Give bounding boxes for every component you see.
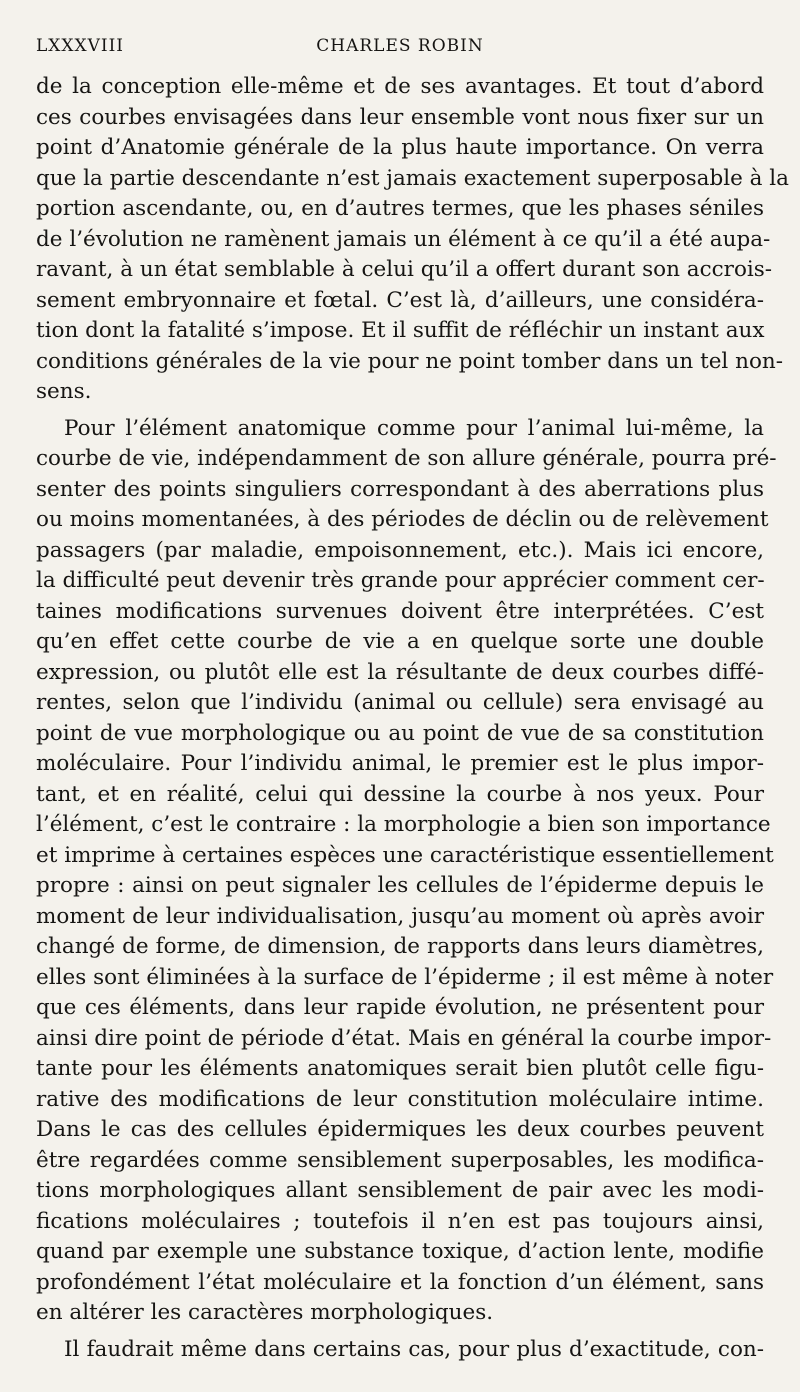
text-line: point d’Anatomie générale de la plus haute importance. On verra bbox=[36, 135, 764, 160]
text-line: taines modifications survenues doivent être interprétées. C’est bbox=[36, 598, 764, 624]
text-line: elles sont éliminées à la surface de l’épiderme ; il est même à noter bbox=[36, 964, 774, 990]
text-line: Pour l’élément anatomique comme pour l’animal lui-même, la bbox=[64, 415, 764, 441]
text-line: tant, et en réalité, celui qui dessine la courbe à nos yeux. Pour bbox=[36, 781, 764, 807]
text-line: tante pour les éléments anatomiques serait bien plutôt celle figu- bbox=[36, 1056, 764, 1081]
paragraph bbox=[36, 1335, 764, 1366]
body-text bbox=[36, 72, 789, 1365]
text-line: propre : ainsi on peut signaler les cellules de l’épiderme depuis le bbox=[36, 873, 764, 898]
text-line: sens. bbox=[36, 379, 92, 404]
text-line: que la partie descendante n’est jamais exactement superposable à la bbox=[36, 165, 789, 191]
text-line: sement embryonnaire et fœtal. C’est là, d’ailleurs, une considéra- bbox=[36, 287, 764, 313]
text-line: quand par exemple une substance toxique, d’action lente, modifie bbox=[36, 1239, 764, 1264]
paragraph bbox=[36, 72, 789, 408]
page-number: LXXXVIII bbox=[36, 36, 125, 56]
text-line: changé de forme, de dimension, de rapports dans leurs diamètres, bbox=[36, 934, 764, 959]
text-line: Il faudrait même dans certains cas, pour plus d’exactitude, con- bbox=[64, 1336, 764, 1362]
text-line: Dans le cas des cellules épidermiques les deux courbes peuvent bbox=[36, 1117, 764, 1142]
text-line: de la conception elle-même et de ses avantages. Et tout d’abord bbox=[36, 74, 764, 99]
text-line: portion ascendante, ou, en d’autres termes, que les phases séniles bbox=[36, 196, 764, 221]
running-title: CHARLES ROBIN bbox=[316, 36, 484, 56]
text-line: que ces éléments, dans leur rapide évolution, ne présentent pour bbox=[36, 995, 764, 1020]
text-line: l’élément, c’est le contraire : la morphologie a bien son importance bbox=[36, 812, 771, 837]
text-line: senter des points singuliers correspondant à des aberrations plus bbox=[36, 476, 764, 502]
text-line: expression, ou plutôt elle est la résultante de deux courbes diffé- bbox=[36, 659, 764, 685]
text-line: passagers (par maladie, empoisonnement, etc.). Mais ici encore, bbox=[36, 537, 764, 563]
text-line: ainsi dire point de période d’état. Mais en général la courbe impor- bbox=[36, 1025, 772, 1051]
text-line: moment de leur individualisation, jusqu’au moment où après avoir bbox=[36, 903, 764, 929]
text-line: ravant, à un état semblable à celui qu’il a offert durant son accrois- bbox=[36, 257, 773, 282]
text-line: qu’en effet cette courbe de vie a en quelque sorte une double bbox=[36, 629, 764, 654]
text-line: fications moléculaires ; toutefois il n’en est pas toujours ainsi, bbox=[36, 1208, 764, 1234]
text-line: ou moins momentanées, à des périodes de déclin ou de relèvement bbox=[36, 507, 769, 532]
text-line: tions morphologiques allant sensiblement de pair avec les modi- bbox=[36, 1178, 764, 1203]
text-line: moléculaire. Pour l’individu animal, le premier est le plus impor- bbox=[36, 751, 764, 776]
text-line: être regardées comme sensiblement superposables, les modifica- bbox=[36, 1147, 764, 1173]
text-line: rentes, selon que l’individu (animal ou cellule) sera envisagé au bbox=[36, 690, 764, 715]
text-line: en altérer les caractères morphologiques. bbox=[36, 1300, 494, 1325]
text-line: point de vue morphologique ou au point de vue de sa constitution bbox=[36, 720, 764, 746]
text-line: rative des modifications de leur constitution moléculaire intime. bbox=[36, 1086, 764, 1112]
text-line: de l’évolution ne ramènent jamais un élément à ce qu’il a été aupa- bbox=[36, 226, 771, 252]
text-line: conditions générales de la vie pour ne point tomber dans un tel non- bbox=[36, 348, 784, 374]
text-line: ces courbes envisagées dans leur ensemble vont nous fixer sur un bbox=[36, 104, 764, 130]
text-line: et imprime à certaines espèces une caractéristique essentiellement bbox=[36, 842, 774, 868]
text-line: tion dont la fatalité s’impose. Et il suffit de réfléchir un instant aux bbox=[36, 318, 765, 343]
text-line: profondément l’état moléculaire et la fonction d’un élément, sans bbox=[36, 1269, 764, 1295]
text-line: courbe de vie, indépendamment de son allure générale, pourra pré- bbox=[36, 446, 777, 471]
paragraph bbox=[36, 414, 777, 1329]
page-header bbox=[36, 36, 764, 58]
text-line: la difficulté peut devenir très grande pour apprécier comment cer- bbox=[36, 568, 765, 593]
